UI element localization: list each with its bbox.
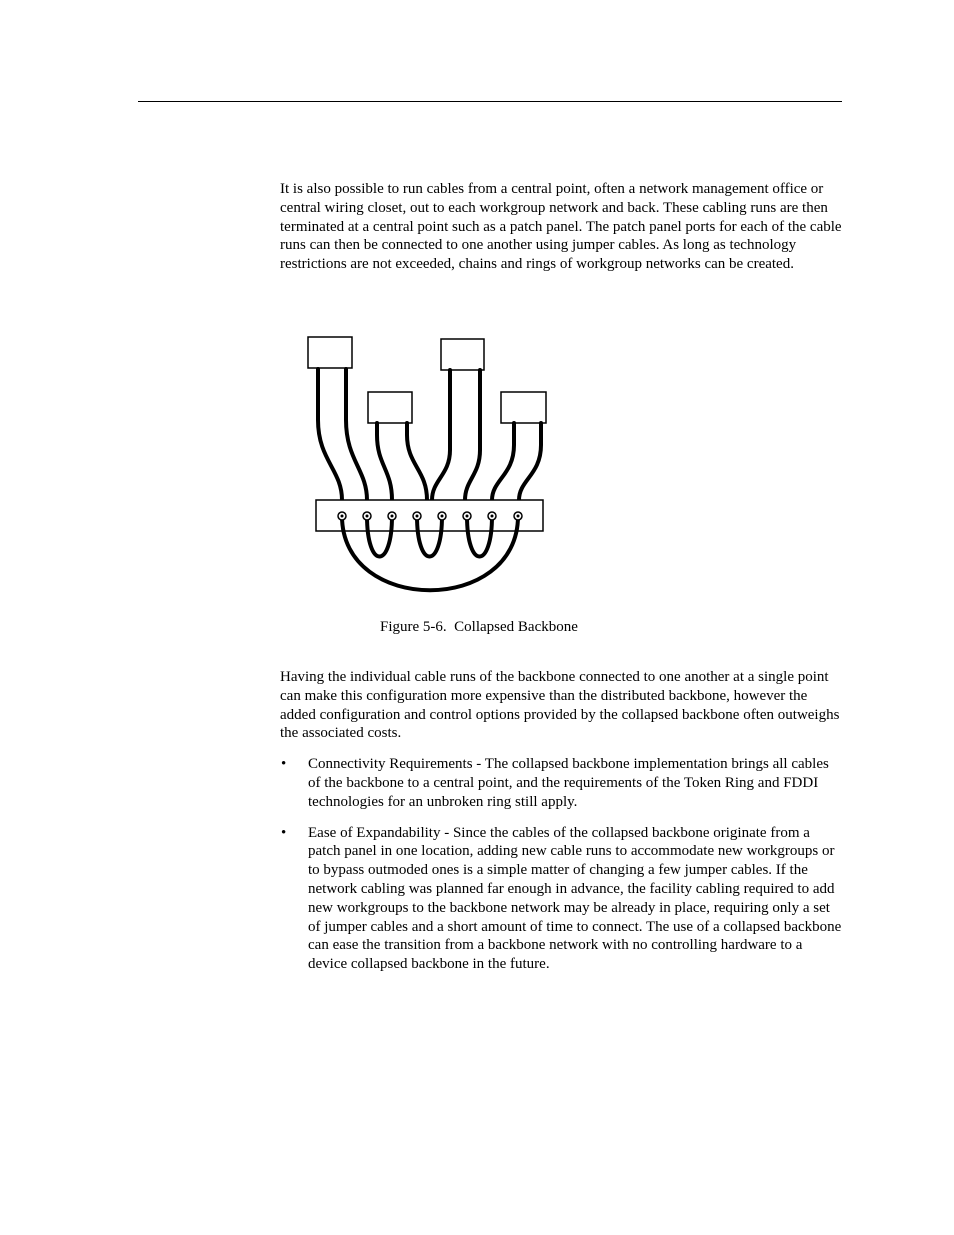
workgroup-box-1 (308, 337, 352, 368)
panel-port-center (341, 515, 344, 518)
cable-run (492, 423, 514, 500)
cable-run (465, 370, 480, 500)
panel-port-center (366, 515, 369, 518)
figure-caption: Figure 5-6. Collapsed Backbone (380, 619, 578, 635)
workgroup-box-4 (501, 392, 546, 423)
panel-port-center (416, 515, 419, 518)
patch-panel (316, 500, 543, 531)
collapsed-backbone-diagram (300, 330, 560, 605)
cable-run (377, 423, 392, 500)
bullet-text: Connectivity Requirements - The collapsed backbone implementation brings all cables of the backbone to a central point, and the requirements of the Token Ring and FDDI technologies for an unbroken ring still apply. (308, 756, 829, 810)
panel-port-center (466, 515, 469, 518)
workgroup-box-3 (441, 339, 484, 370)
bullet-marker: • (281, 756, 287, 773)
bullet-marker: • (281, 824, 287, 841)
workgroup-box-2 (368, 392, 412, 423)
cable-run (519, 423, 541, 500)
panel-port-center (517, 515, 520, 518)
list-item (280, 824, 842, 974)
cable-run (318, 369, 342, 500)
header-rule (138, 101, 842, 102)
body-section (280, 668, 842, 986)
panel-port-center (391, 515, 394, 518)
cable-run (407, 423, 427, 500)
bullet-text: Ease of Expandability - Since the cables of the collapsed backbone originate from a patch panel in one location, adding new cable runs to accommodate new workgroups or to bypass outmoded ones is a simple matter of changing a few jumper cables. If the network cabling was planned far enough in advance, the facility cabling required to add new workgroups to the backbone network may be already in place, requiring only a set of jumper cables and a short amount of time to connect. The use of a collapsed backbone can ease the transition from a backbone network with no controlling hardware to a device collapsed backbone in the future. (308, 824, 842, 973)
bullet-list (280, 755, 842, 974)
panel-port-center (491, 515, 494, 518)
cable-run (432, 370, 450, 500)
cable-run (346, 369, 367, 500)
panel-port-center (441, 515, 444, 518)
intro-paragraph: It is also possible to run cables from a central point, often a network management office or central wiring closet, out to each workgroup network and back. These cabling runs are then terminated at a central point such as a patch panel. The patch panel ports for each of the cable runs can then be connected to one another using jumper cables. As long as technology restrictions are not exceeded, chains and rings of workgroup networks can be created. (280, 181, 842, 273)
intro-section (280, 180, 842, 274)
body-paragraph: Having the individual cable runs of the backbone connected to one another at a single point can make this configuration more expensive than the distributed backbone, however the added configuration and control options provided by the collapsed backbone often outweighs the associated costs. (280, 669, 840, 742)
list-item (280, 755, 842, 811)
